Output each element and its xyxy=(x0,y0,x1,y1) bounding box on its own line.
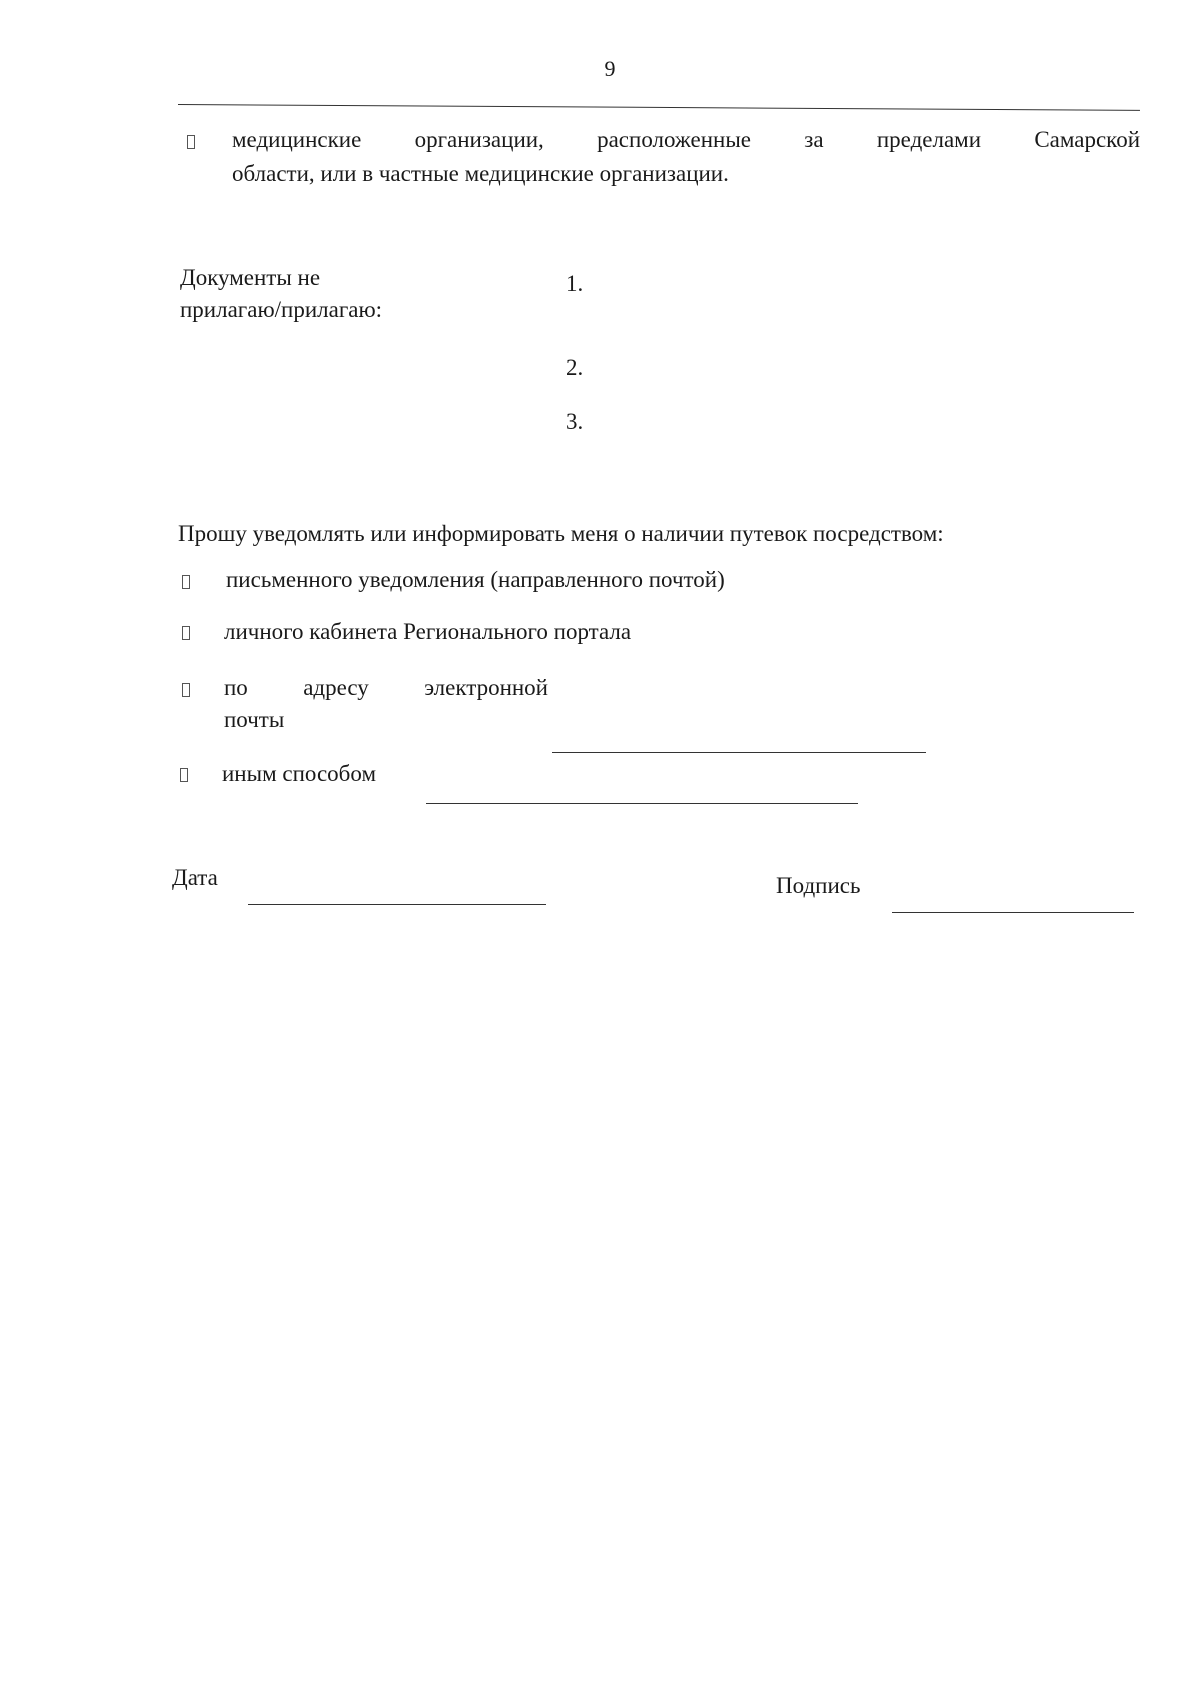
notify-heading: Прошу уведомлять или информировать меня о наличии путевок посредством: xyxy=(178,521,944,546)
checkbox-portal[interactable] xyxy=(182,626,190,640)
document-item-3: 3. xyxy=(566,409,584,434)
documents-label-line1: Документы не xyxy=(180,265,321,290)
date-label: Дата xyxy=(172,865,218,890)
option-email-label-line1: по адресу электронной xyxy=(224,675,548,700)
signature-input-line[interactable] xyxy=(892,912,1134,913)
header-divider xyxy=(178,104,1140,111)
checkbox-email[interactable] xyxy=(182,683,190,697)
option-postal-label: письменного уведомления (направленного почтой) xyxy=(226,567,725,592)
document-item-2: 2. xyxy=(566,355,584,380)
documents-label-line2: прилагаю/прилагаю: xyxy=(180,297,383,322)
option-email-label-line2: почты xyxy=(224,707,285,732)
option-other-label: иным способом xyxy=(222,761,376,786)
checkbox-other[interactable] xyxy=(180,768,188,782)
checkbox-postal[interactable] xyxy=(182,575,190,589)
page-number: 9 xyxy=(604,56,616,81)
date-input-line[interactable] xyxy=(248,904,546,905)
signature-label: Подпись xyxy=(776,873,861,898)
option-portal-label: личного кабинета Регионального портала xyxy=(224,619,632,644)
option-text-line2: области, или в частные медицинские организации. xyxy=(232,161,729,186)
option-text-line1: медицинские организации, расположенные за пределами Самарской xyxy=(232,127,1140,152)
email-input-line[interactable] xyxy=(552,752,926,753)
checkbox-out-of-region[interactable] xyxy=(187,135,195,149)
document-item-1: 1. xyxy=(566,271,584,296)
other-method-input-line[interactable] xyxy=(426,803,858,804)
